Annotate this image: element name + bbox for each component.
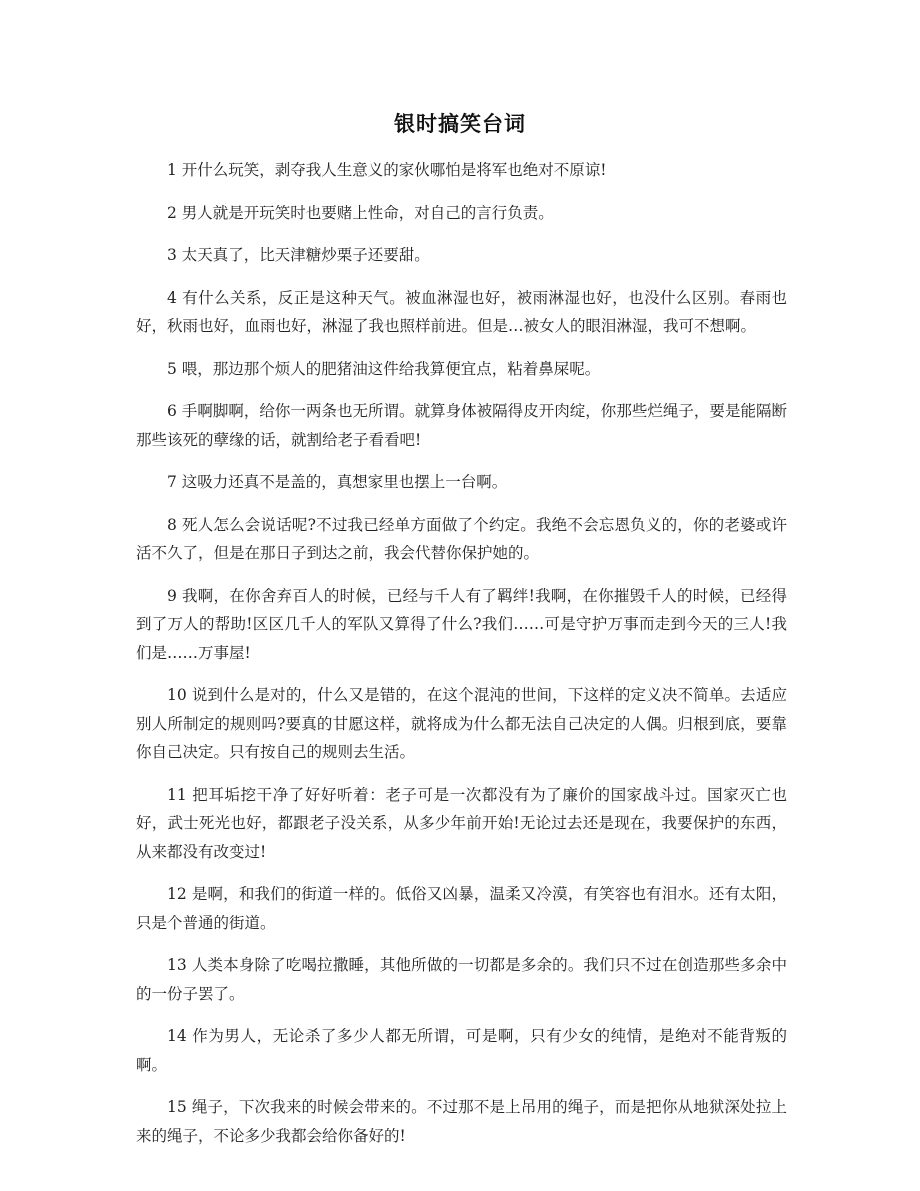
page-title: 银时搞笑台词 bbox=[394, 112, 526, 136]
paragraph: 4 有什么关系，反正是这种天气。被血淋湿也好，被雨淋湿也好，也没什么区别。春雨也好，秋雨也好，血雨也好，淋湿了我也照样前进。但是…被女人的眼泪淋湿，我可不想啊。 bbox=[136, 288, 787, 335]
document-body bbox=[136, 156, 787, 1164]
paragraph: 7 这吸力还真不是盖的，真想家里也摆上一台啊。 bbox=[167, 473, 508, 491]
paragraph: 6 手啊脚啊，给你一两条也无所谓。就算身体被隔得皮开肉绽，你那些烂绳子，要是能隔断那些该死的孽缘的话，就割给老子看看吧! bbox=[136, 402, 787, 449]
paragraph: 15 绳子，下次我来的时候会带来的。不过那不是上吊用的绳子，而是把你从地狱深处拉上来的绳子，不论多少我都会给你备好的! bbox=[136, 1098, 787, 1145]
paragraph: 11 把耳垢挖干净了好好听着：老子可是一次都没有为了廉价的国家战斗过。国家灭亡也好，武士死光也好，都跟老子没关系，从多少年前开始!无论过去还是现在，我要保护的东西，从来都没有改变过! bbox=[136, 785, 787, 861]
paragraph: 1 开什么玩笑，剥夺我人生意义的家伙哪怕是将军也绝对不原谅! bbox=[167, 161, 607, 179]
paragraph: 10 说到什么是对的，什么又是错的，在这个混沌的世间，下这样的定义决不简单。去适应别人所制定的规则吗?要真的甘愿这样，就将成为什么都无法自己决定的人偶。归根到底，要靠你自己决定。只有按自己的规则去生活。 bbox=[136, 686, 787, 761]
paragraph: 13 人类本身除了吃喝拉撒睡，其他所做的一切都是多余的。我们只不过在创造那些多余中的一份子罢了。 bbox=[136, 956, 787, 1003]
paragraph: 2 男人就是开玩笑时也要赌上性命，对自己的言行负责。 bbox=[167, 203, 554, 222]
paragraph: 12 是啊，和我们的街道一样的。低俗又凶暴，温柔又冷漠，有笑容也有泪水。还有太阳，只是个普通的街道。 bbox=[136, 885, 787, 932]
paragraph: 9 我啊，在你舍弃百人的时候，已经与千人有了羁绊!我啊，在你摧毁千人的时候，已经得到了万人的帮助!区区几千人的军队又算得了什么?我们……可是守护万事而走到今天的三人!我们是……万事屋! bbox=[136, 586, 787, 662]
paragraph: 8 死人怎么会说话呢?不过我已经单方面做了个约定。我绝不会忘恩负义的，你的老婆或许活不久了，但是在那日子到达之前，我会代替你保护她的。 bbox=[136, 515, 787, 562]
paragraph: 14 作为男人，无论杀了多少人都无所谓，可是啊，只有少女的纯情，是绝对不能背叛的啊。 bbox=[136, 1027, 787, 1074]
paragraph: 3 太天真了，比天津糖炒栗子还要甜。 bbox=[167, 246, 430, 264]
paragraph: 5 喂，那边那个烦人的肥猪油这件给我算便宜点，粘着鼻屎呢。 bbox=[167, 359, 601, 378]
